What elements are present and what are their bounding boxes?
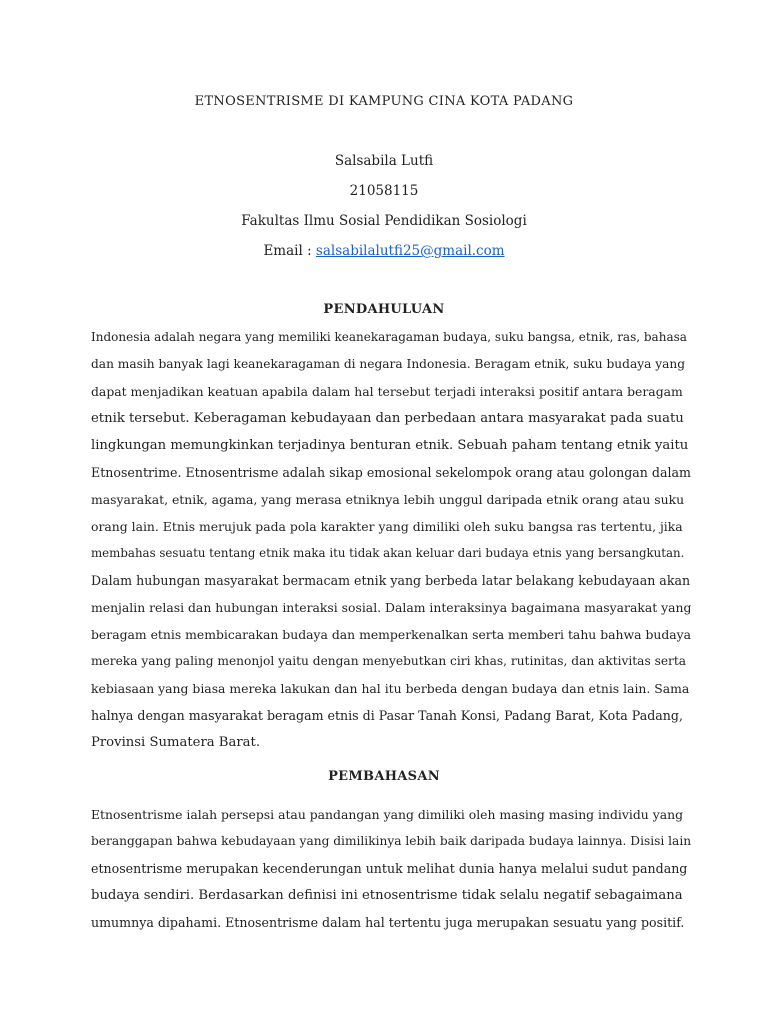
section-heading-pendahuluan: PENDAHULUAN bbox=[323, 302, 445, 317]
paragraph-pendahuluan bbox=[91, 324, 691, 756]
paragraph-line: umumnya dipahami. Etnosentrisme dalam hal tertentu juga merupakan sesuatu yang positif. bbox=[91, 915, 685, 930]
paragraph-line: dapat menjadikan keatuan apabila dalam hal tersebut terjadi interaksi positif antara beragam bbox=[91, 384, 683, 399]
paragraph-line: lingkungan memungkinkan terjadinya benturan etnik. Sebuah paham tentang etnik yaitu bbox=[91, 438, 689, 453]
paragraph-line: beragam etnis membicarakan budaya dan memperkenalkan serta memberi tahu bahwa budaya bbox=[91, 627, 692, 642]
paragraph-line: Etnosentrime. Etnosentrisme adalah sikap emosional sekelompok orang atau golongan dalam bbox=[91, 465, 691, 480]
paragraph-line: membahas sesuatu tentang etnik maka itu tidak akan keluar dari budaya etnis yang bersangkutan. bbox=[91, 546, 685, 560]
email-line bbox=[0, 243, 768, 259]
paragraph-line: Indonesia adalah negara yang memiliki keanekaragaman budaya, suku bangsa, etnik, ras, bahasa bbox=[91, 330, 687, 344]
paragraph-line: etnosentrisme merupakan kecenderungan untuk melihat dunia hanya melalui sudut pandang bbox=[91, 861, 688, 876]
student-id: 21058115 bbox=[349, 183, 419, 199]
paragraph-line: orang lain. Etnis merujuk pada pola karakter yang dimiliki oleh suku bangsa ras tertentu, jika bbox=[91, 519, 683, 534]
paragraph-line: kebiasaan yang biasa mereka lakukan dan hal itu berbeda dengan budaya dan etnis lain. Sama bbox=[91, 681, 690, 696]
author-name: Salsabila Lutfi bbox=[334, 153, 434, 169]
paragraph-line: masyarakat, etnik, agama, yang merasa etniknya lebih unggul daripada etnik orang atau suku bbox=[91, 492, 685, 507]
paragraph-line: menjalin relasi dan hubungan interaksi sosial. Dalam interaksinya bagaimana masyarakat yang bbox=[91, 600, 692, 615]
paragraph-pembahasan bbox=[91, 801, 691, 936]
paragraph-line: Dalam hubungan masyarakat bermacam etnik yang berbeda latar belakang kebudayaan akan bbox=[91, 573, 691, 588]
paragraph-line: dan masih banyak lagi keanekaragaman di negara Indonesia. Beragam etnik, suku budaya yang bbox=[91, 357, 686, 371]
section-heading-pembahasan: PEMBAHASAN bbox=[328, 769, 440, 784]
paragraph-line: Etnosentrisme ialah persepsi atau pandangan yang dimiliki oleh masing masing individu yang bbox=[91, 807, 683, 822]
document-title: ETNOSENTRISME DI KAMPUNG CINA KOTA PADANG bbox=[194, 94, 574, 109]
email-link[interactable]: salsabilalutfi25@gmail.com bbox=[315, 243, 505, 259]
paragraph-line: halnya dengan masyarakat beragam etnis di Pasar Tanah Konsi, Padang Barat, Kota Padang, bbox=[91, 708, 683, 723]
faculty-name: Fakultas Ilmu Sosial Pendidikan Sosiologi bbox=[241, 213, 527, 229]
email-label: Email : bbox=[263, 243, 316, 259]
paragraph-line: Provinsi Sumatera Barat. bbox=[91, 735, 261, 750]
paragraph-line: beranggapan bahwa kebudayaan yang dimilikinya lebih baik daripada budaya lainnya. Disisi lain bbox=[91, 834, 692, 848]
paragraph-line: etnik tersebut. Keberagaman kebudayaan dan perbedaan antara masyarakat pada suatu bbox=[91, 411, 684, 426]
paragraph-line: budaya sendiri. Berdasarkan definisi ini etnosentrisme tidak selalu negatif sebagaimana bbox=[91, 888, 683, 903]
paragraph-line: mereka yang paling menonjol yaitu dengan menyebutkan ciri khas, rutinitas, dan aktivitas serta bbox=[91, 654, 687, 668]
